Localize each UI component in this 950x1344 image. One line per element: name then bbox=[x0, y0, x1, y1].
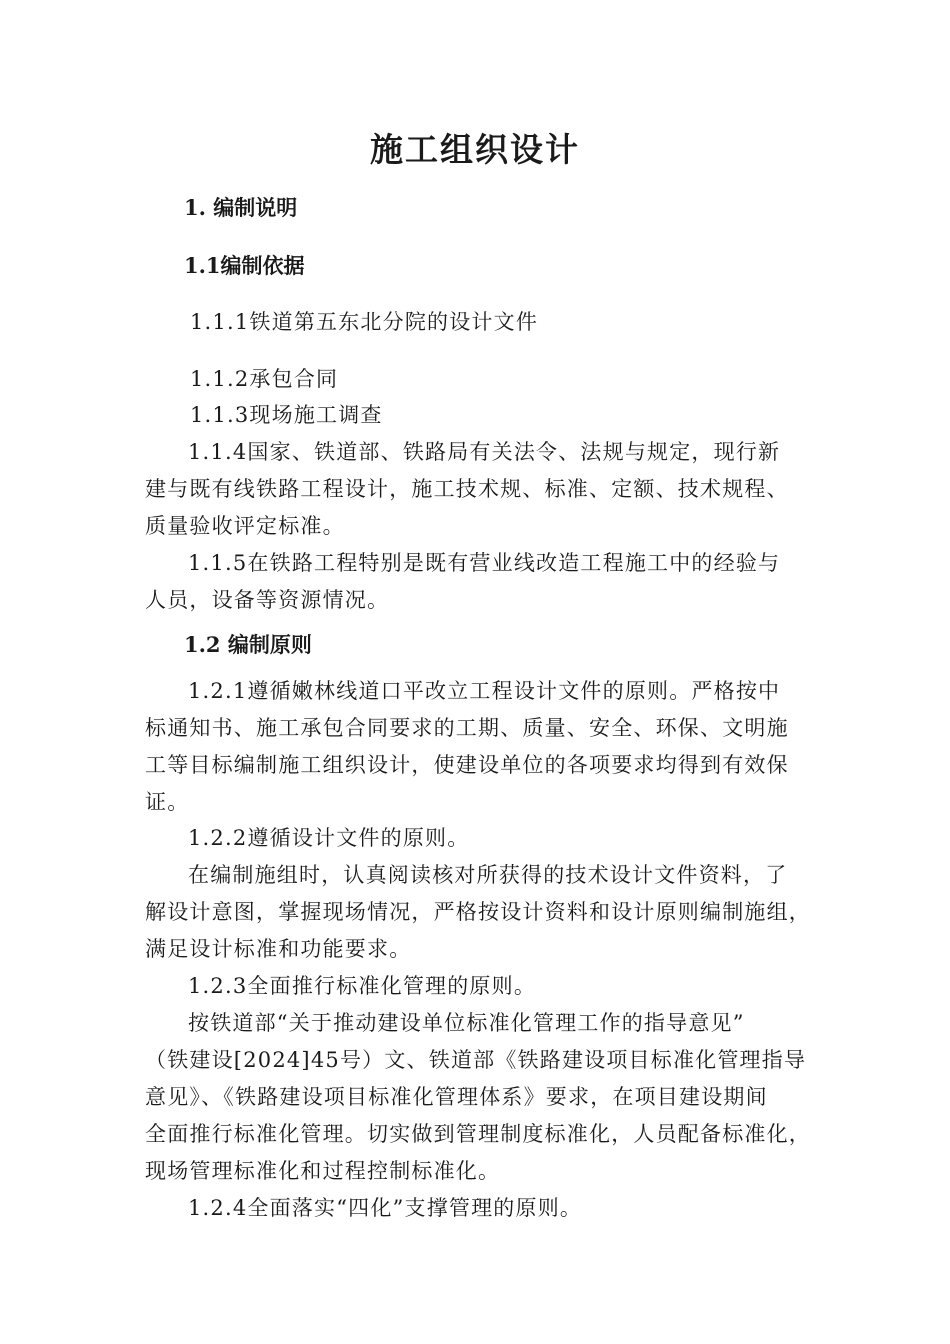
paragraph-line: 1.1.2承包合同 bbox=[190, 367, 339, 391]
paragraph-line: 建与既有线铁路工程设计，施工技术规、标准、定额、技术规程、 bbox=[145, 477, 789, 501]
paragraph-line: 1.2.4全面落实“四化”支撑管理的原则。 bbox=[188, 1196, 583, 1220]
paragraph-line: 全面推行标准化管理。切实做到管理制度标准化，人员配备标准化， bbox=[145, 1122, 811, 1146]
paragraph-line: 意见》、《铁路建设项目标准化管理体系》要求，在项目建设期间 bbox=[145, 1085, 768, 1109]
paragraph-line: 工等目标编制施工组织设计，使建设单位的各项要求均得到有效保 bbox=[145, 753, 789, 777]
paragraph-line: 解设计意图，掌握现场情况，严格按设计资料和设计原则编制施组， bbox=[145, 900, 811, 924]
paragraph-line: 标通知书、施工承包合同要求的工期、质量、安全、环保、文明施 bbox=[145, 716, 789, 740]
paragraph-line: 1.1.4国家、铁道部、铁路局有关法令、法规与规定，现行新 bbox=[188, 440, 781, 464]
paragraph-line: 1.1.5在铁路工程特别是既有营业线改造工程施工中的经验与 bbox=[188, 551, 781, 575]
section-heading-1: 1. 编制说明 bbox=[184, 195, 298, 220]
paragraph-line: 1.1.3现场施工调查 bbox=[190, 403, 383, 427]
paragraph-line: 人员，设备等资源情况。 bbox=[145, 588, 390, 612]
paragraph-line: （铁建设[2024]45号）文、铁道部《铁路建设项目标准化管理指导 bbox=[145, 1048, 807, 1072]
paragraph-line: 1.2.3全面推行标准化管理的原则。 bbox=[188, 974, 537, 998]
paragraph-line: 证。 bbox=[145, 790, 190, 814]
paragraph-line: 满足设计标准和功能要求。 bbox=[145, 937, 412, 961]
document-title: 施工组织设计 bbox=[370, 130, 580, 169]
paragraph-line: 1.1.1铁道第五东北分院的设计文件 bbox=[190, 310, 539, 334]
paragraph-line: 按铁道部“关于推动建设单位标准化管理工作的指导意见” bbox=[188, 1011, 745, 1035]
paragraph-line: 现场管理标准化和过程控制标准化。 bbox=[145, 1159, 501, 1183]
paragraph-line: 质量验收评定标准。 bbox=[145, 514, 345, 538]
paragraph-line: 1.2.2遵循设计文件的原则。 bbox=[188, 826, 470, 850]
paragraph-line: 1.2.1遵循嫩林线道口平改立工程设计文件的原则。严格按中 bbox=[188, 679, 781, 703]
section-heading-1-2: 1.2 编制原则 bbox=[184, 632, 312, 657]
paragraph-line: 在编制施组时，认真阅读核对所获得的技术设计文件资料，了 bbox=[188, 863, 788, 887]
section-heading-1-1: 1.1编制依据 bbox=[184, 253, 305, 278]
